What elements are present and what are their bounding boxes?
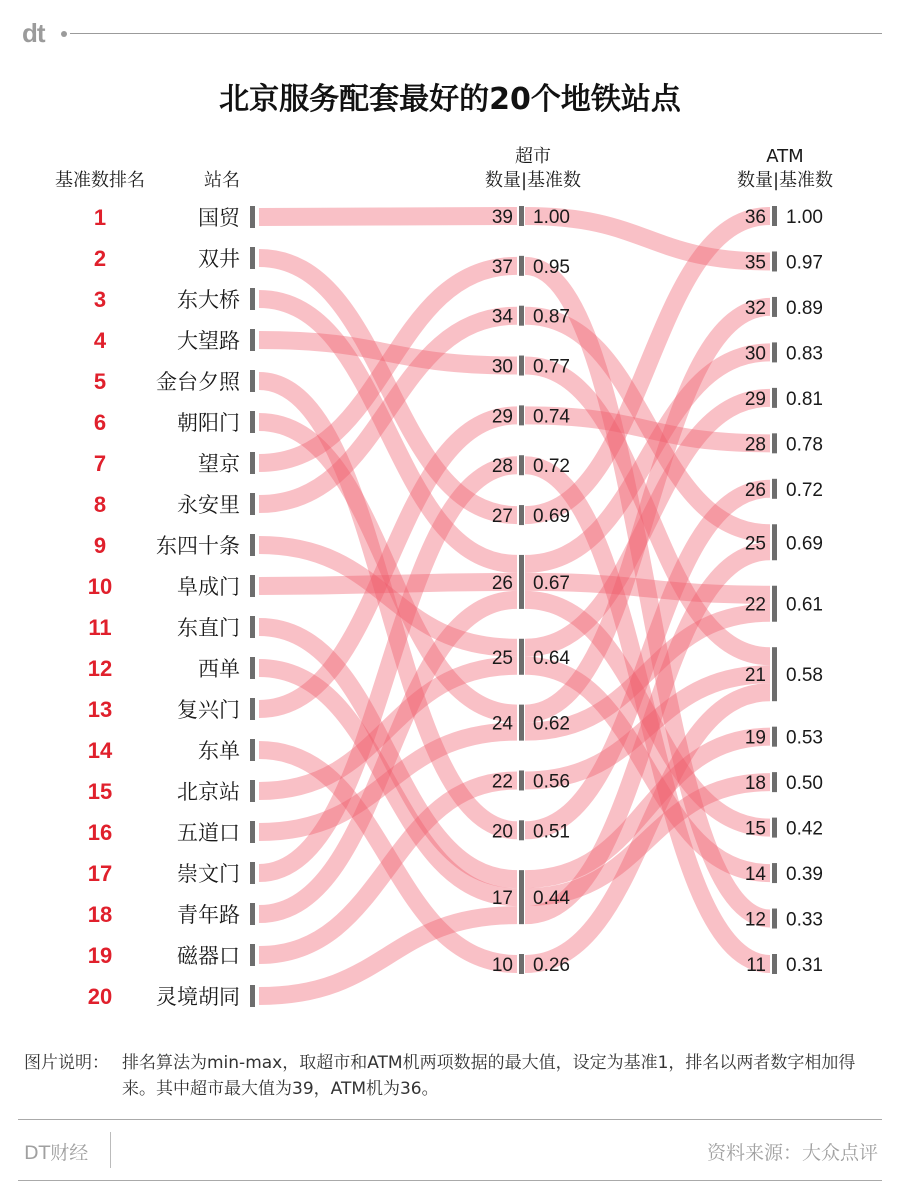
market-count-label: 39	[491, 207, 513, 228]
atm-base-label: 0.61	[786, 594, 823, 616]
market-count-label: 29	[491, 406, 513, 428]
footer-rule-bottom	[18, 1180, 882, 1181]
atm-base-label: 0.78	[786, 434, 823, 456]
station-bar	[250, 698, 255, 720]
station-bar	[250, 780, 255, 802]
market-count-label: 27	[491, 506, 513, 528]
market-count-label: 37	[491, 256, 513, 278]
atm-count-label: 22	[744, 594, 766, 616]
station-label: 东单	[198, 739, 240, 763]
market-base-label: 0.95	[533, 256, 570, 278]
market-level-bar	[519, 770, 524, 790]
station-bar	[250, 206, 255, 228]
rank-label: 12	[87, 656, 113, 681]
station-label: 青年路	[177, 903, 240, 927]
footer-brand: DT财经	[24, 1142, 89, 1164]
station-bar	[250, 411, 255, 433]
atm-count-label: 18	[744, 773, 766, 795]
market-level-bar	[519, 870, 524, 924]
station-bar	[250, 903, 255, 925]
atm-count-label: 32	[744, 297, 766, 319]
atm-count-label: 21	[744, 665, 766, 687]
atm-base-label: 0.53	[786, 727, 823, 749]
market-count-label: 10	[491, 955, 513, 976]
header-atm: ATM	[766, 146, 804, 167]
rank-label: 9	[93, 533, 107, 558]
rank-label: 3	[93, 287, 107, 312]
station-label: 国贸	[198, 206, 240, 230]
atm-level-bar	[772, 342, 777, 362]
atm-count-label: 15	[744, 818, 766, 840]
atm-base-label: 0.39	[786, 864, 823, 886]
station-label: 东直门	[177, 616, 240, 640]
market-count-label: 24	[491, 713, 513, 735]
atm-base-label: 0.97	[786, 252, 823, 274]
footer-source: 资料来源：大众点评	[706, 1142, 878, 1164]
atm-count-label: 11	[746, 955, 766, 976]
station-bar	[250, 944, 255, 966]
atm-level-bar	[772, 647, 777, 701]
market-count-label: 28	[491, 456, 513, 478]
market-level-bar	[519, 820, 524, 840]
station-label: 崇文门	[177, 862, 240, 886]
dt-logo: dt	[22, 18, 45, 48]
header-market-sub: 数量|基准数	[484, 170, 582, 191]
rank-label: 7	[93, 451, 107, 476]
atm-level-bar	[772, 909, 777, 929]
atm-level-bar	[772, 388, 777, 408]
station-label: 大望路	[177, 329, 240, 353]
atm-base-label: 0.83	[786, 343, 823, 365]
rank-label: 11	[88, 615, 112, 640]
station-label: 东四十条	[156, 534, 240, 558]
market-count-label: 20	[491, 821, 513, 843]
atm-level-bar	[772, 251, 777, 271]
atm-level-bar	[772, 772, 777, 792]
market-base-label: 0.51	[533, 821, 570, 843]
atm-count-label: 26	[744, 479, 766, 501]
market-base-label: 0.74	[533, 406, 570, 428]
header-station: 站名	[204, 170, 240, 191]
rank-label: 19	[87, 943, 113, 968]
atm-count-label: 35	[744, 252, 766, 274]
atm-base-label: 0.31	[786, 955, 823, 976]
atm-base-label: 0.89	[786, 297, 823, 319]
footer-rule-top	[18, 1119, 882, 1120]
rank-label: 10	[87, 574, 113, 599]
header-rank: 基准数排名	[55, 170, 145, 191]
station-label: 复兴门	[177, 698, 240, 722]
atm-base-label: 1.00	[786, 207, 823, 228]
rank-label: 18	[87, 902, 113, 927]
market-base-label: 0.62	[533, 713, 570, 735]
market-level-bar	[519, 954, 524, 974]
market-level-bar	[519, 306, 524, 326]
atm-level-bar	[772, 954, 777, 974]
rank-label: 17	[87, 861, 113, 886]
rank-label: 4	[93, 328, 107, 353]
station-label: 五道口	[177, 821, 240, 845]
station-label: 灵境胡同	[156, 985, 240, 1009]
flows-layer	[259, 216, 770, 996]
atm-base-label: 0.42	[786, 818, 823, 840]
atm-level-bar	[772, 727, 777, 747]
market-base-label: 0.67	[533, 572, 570, 594]
atm-count-label: 28	[744, 434, 766, 456]
caption-head: 图片说明：	[24, 1053, 109, 1073]
station-label: 金台夕照	[156, 370, 240, 394]
atm-level-bar	[772, 433, 777, 453]
chart-title: 北京服务配套最好的20个地铁站点	[219, 82, 681, 117]
rank-label: 5	[93, 369, 107, 394]
market-level-bar	[519, 639, 524, 675]
header-atm-sub: 数量|基准数	[736, 170, 834, 191]
caption-body: 排名算法为min-max，取超市和ATM机两项数据的最大值，设定为基准1，排名以两者数字相加得来。其中超市最大值为39，ATM机为36。	[122, 1053, 856, 1099]
market-base-label: 0.26	[533, 955, 570, 976]
market-base-label: 0.44	[533, 888, 570, 910]
station-bar	[250, 616, 255, 638]
atm-count-label: 14	[744, 864, 766, 886]
market-base-label: 0.72	[533, 456, 570, 478]
atm-base-label: 0.81	[786, 388, 823, 410]
rank-label: 6	[93, 410, 107, 435]
station-bar	[250, 821, 255, 843]
rank-label: 20	[87, 984, 113, 1009]
market-base-label: 0.64	[533, 647, 570, 669]
market-level-bar	[519, 555, 524, 609]
atm-level-bar	[772, 206, 777, 226]
station-label: 望京	[198, 452, 240, 476]
atm-base-label: 0.33	[786, 909, 823, 931]
station-bar	[250, 329, 255, 351]
market-base-label: 0.77	[533, 356, 570, 378]
station-label: 朝阳门	[177, 411, 240, 435]
market-count-label: 25	[491, 647, 513, 669]
station-bar	[250, 985, 255, 1007]
rank-label: 2	[93, 246, 107, 271]
station-label: 磁器口	[177, 944, 240, 968]
atm-base-label: 0.50	[786, 773, 823, 795]
market-count-label: 34	[491, 306, 513, 328]
rank-label: 15	[87, 779, 113, 804]
station-bar	[250, 288, 255, 310]
market-base-label: 1.00	[533, 207, 570, 228]
market-level-bar	[519, 705, 524, 741]
station-label: 东大桥	[177, 288, 240, 312]
rank-label: 14	[87, 738, 113, 763]
caption	[24, 1050, 874, 1102]
header-market: 超市	[515, 146, 551, 167]
market-level-bar	[519, 505, 524, 525]
rank-label: 13	[87, 697, 113, 722]
rank-label: 1	[93, 205, 107, 230]
atm-count-label: 12	[744, 909, 766, 931]
atm-level-bar	[772, 479, 777, 499]
station-label: 西单	[198, 657, 240, 681]
atm-level-bar	[772, 586, 777, 622]
market-count-label: 22	[491, 771, 513, 793]
market-level-bar	[519, 256, 524, 276]
atm-base-label: 0.58	[786, 665, 823, 687]
rank-label: 8	[93, 492, 107, 517]
station-bar	[250, 452, 255, 474]
atm-level-bar	[772, 524, 777, 560]
atm-base-label: 0.69	[786, 533, 823, 555]
atm-count-label: 19	[744, 727, 766, 749]
station-label: 永安里	[177, 493, 240, 517]
station-bar	[250, 575, 255, 597]
market-count-label: 26	[491, 572, 513, 594]
market-level-bar	[519, 405, 524, 425]
atm-level-bar	[772, 297, 777, 317]
market-count-label: 30	[491, 356, 513, 378]
footer-separator	[110, 1132, 111, 1168]
atm-count-label: 30	[744, 343, 766, 365]
market-base-label: 0.87	[533, 306, 570, 328]
market-count-label: 17	[491, 888, 513, 910]
market-level-bar	[519, 356, 524, 376]
atm-base-label: 0.72	[786, 479, 823, 501]
rank-label: 16	[87, 820, 113, 845]
atm-count-label: 25	[744, 533, 766, 555]
station-bar	[250, 370, 255, 392]
market-base-label: 0.56	[533, 771, 570, 793]
station-label: 双井	[198, 247, 240, 271]
atm-level-bar	[772, 863, 777, 883]
market-level-bar	[519, 455, 524, 475]
station-bar	[250, 247, 255, 269]
station-label: 阜成门	[177, 575, 240, 599]
station-bar	[250, 739, 255, 761]
station-bar	[250, 657, 255, 679]
market-level-bar	[519, 206, 524, 226]
atm-count-label: 29	[744, 388, 766, 410]
market-base-label: 0.69	[533, 506, 570, 528]
station-label: 北京站	[177, 780, 240, 804]
atm-count-label: 36	[744, 207, 766, 228]
flow-station-to-market	[259, 216, 517, 217]
atm-level-bar	[772, 818, 777, 838]
station-bar	[250, 862, 255, 884]
station-bar	[250, 493, 255, 515]
station-bar	[250, 534, 255, 556]
